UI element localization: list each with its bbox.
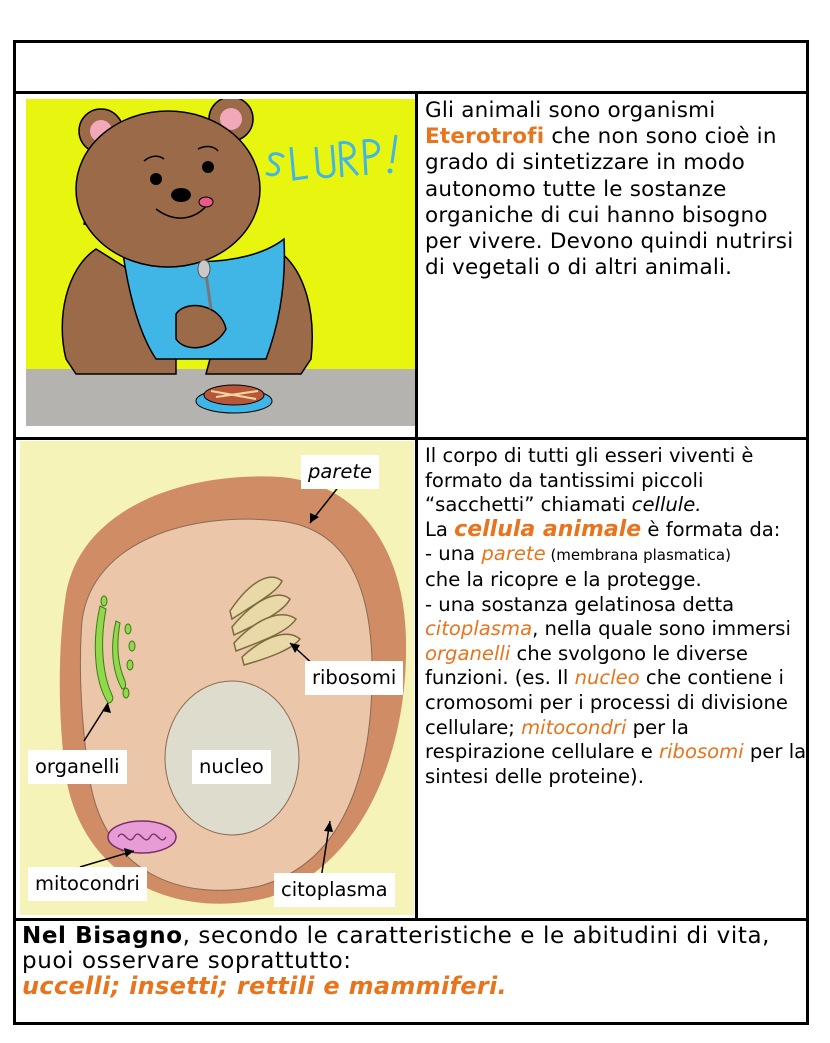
cell-intro-cellule: cellule.: [631, 493, 702, 517]
row-divider-3: [13, 918, 809, 921]
bullet2-text1: , nella quale sono immersi: [532, 617, 791, 641]
label-organelli: organelli: [28, 750, 127, 784]
heterotroph-text: [425, 98, 810, 281]
heterotroph-text-start: Gli animali sono organismi: [425, 98, 716, 123]
bullet2-dash: - una sostanza gelatinosa detta: [425, 592, 735, 616]
label-ribosomi: ribosomi: [305, 661, 403, 695]
bullet1-parete: parete: [481, 542, 546, 566]
cell-keyword: cellula animale: [454, 516, 642, 542]
column-divider: [415, 91, 418, 921]
label-nucleo: nucleo: [192, 750, 271, 784]
bullet1-rest: che la ricopre e la protegge.: [425, 567, 702, 591]
bullet2-text4: per la respirazione cellulare e: [425, 715, 689, 764]
bisagno-animals: uccelli; insetti; rettili e mammiferi.: [22, 972, 507, 1000]
row-divider-2: [13, 437, 809, 440]
row-divider-1: [13, 91, 809, 94]
bullet2-nucleo: nucleo: [574, 666, 640, 690]
animal-cell-text: [425, 444, 813, 789]
bullet2-text2: che svolgono le diverse funzioni. (es. Il: [425, 641, 748, 690]
bear-eating-illustration: [26, 99, 415, 426]
heterotroph-keyword: Eterotrofi: [425, 124, 545, 150]
heterotroph-text-rest: che non sono cioè in grado di sintetizzare in modo autonomo tutte le sostanze organiche di cui hanno bisogno per vivere. Devono quindi nutrirsi di vegetali o di altri animali.: [425, 124, 794, 281]
label-citoplasma: citoplasma: [274, 873, 395, 907]
cell-intro: Il corpo di tutti gli esseri viventi è formato da tantissimi piccoli “sacchetti” chiamati: [425, 444, 754, 517]
bullet2-ribosomi: ribosomi: [659, 740, 744, 764]
bullet2-citoplasma: citoplasma: [425, 617, 533, 641]
bullet1-dash: - una: [425, 542, 482, 566]
cell-formed-by: è formata da:: [641, 517, 781, 541]
bullet2-organelli: organelli: [425, 641, 511, 665]
cell-la: La: [425, 517, 455, 541]
label-mitocondri: mitocondri: [28, 867, 147, 901]
bisagno-bold: Nel Bisagno: [22, 923, 183, 949]
bisagno-text: [22, 924, 812, 1000]
bullet2-text3: che contiene i cromosomi per i processi di divisione cellulare;: [425, 666, 788, 739]
bisagno-body: , secondo le caratteristiche e le abitudini di vita, puoi osservare soprattutto:: [22, 923, 771, 974]
label-parete: parete: [301, 455, 379, 489]
bullet2-text5: per la sintesi delle proteine).: [425, 740, 807, 788]
bullet2-mitocondri: mitocondri: [521, 715, 627, 739]
bullet1-membrana: (membrana plasmatica): [545, 546, 731, 565]
